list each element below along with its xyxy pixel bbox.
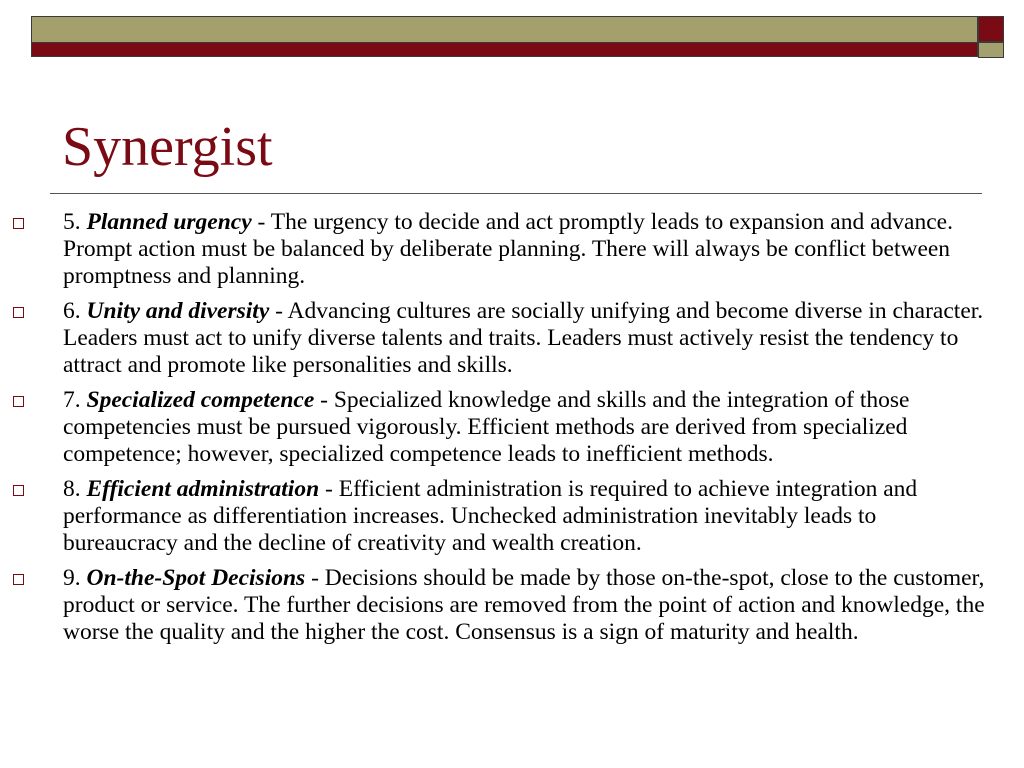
- header-banner: [31, 16, 978, 57]
- corner-square-olive: [978, 42, 1004, 58]
- slide-title: Synergist: [62, 116, 273, 178]
- bullet-list: [0, 209, 1000, 654]
- bullet-item-8: [0, 476, 1000, 557]
- header-band-maroon: [32, 43, 977, 56]
- bullet-term: Planned urgency: [86, 209, 252, 235]
- bullet-number: 5.: [63, 209, 81, 235]
- square-outline-icon: [13, 307, 24, 318]
- square-outline-icon: [13, 396, 24, 407]
- bullet-text: - The urgency to decide and act promptly leads to expansion and advance. Prompt action must be balanced by deliberate planning. There will always be conflict between promptness and planning.: [63, 209, 953, 289]
- bullet-item-9: [0, 565, 1000, 646]
- bullet-item-7: [0, 387, 1000, 468]
- bullet-text: - Efficient administration is required to achieve integration and performance as differentiation increases. Unchecked administration inevitably leads to bureaucracy and the decline of creativity and wealth creation.: [63, 476, 918, 556]
- corner-square-maroon: [978, 16, 1004, 42]
- header-band-olive: [32, 17, 977, 43]
- bullet-item-5: [0, 209, 1000, 290]
- bullet-term: Efficient administration: [86, 476, 320, 502]
- title-divider: [50, 193, 982, 194]
- bullet-text: - Advancing cultures are socially unifying and become diverse in character. Leaders must act to unify diverse talents and traits. Leaders must actively resist the tendency to attract and promote like personalities and skills.: [63, 298, 984, 378]
- bullet-number: 7.: [63, 387, 81, 413]
- bullet-text: - Specialized knowledge and skills and the integration of those competencies must be pursued vigorously. Efficient methods are derived from specialized competence; however, specialized competence leads to inefficient methods.: [63, 387, 910, 467]
- bullet-text: - Decisions should be made by those on-the-spot, close to the customer, product or service. The further decisions are removed from the point of action and knowledge, the worse the quality and the higher the cost. Consensus is a sign of maturity and health.: [63, 565, 985, 645]
- square-outline-icon: [13, 485, 24, 496]
- bullet-item-6: [0, 298, 1000, 379]
- bullet-number: 6.: [63, 298, 81, 324]
- bullet-term: On-the-Spot Decisions: [86, 565, 306, 591]
- bullet-term: Specialized competence: [86, 387, 315, 413]
- bullet-number: 8.: [63, 476, 81, 502]
- bullet-term: Unity and diversity: [86, 298, 270, 324]
- square-outline-icon: [13, 574, 24, 585]
- bullet-number: 9.: [63, 565, 81, 591]
- square-outline-icon: [13, 218, 24, 229]
